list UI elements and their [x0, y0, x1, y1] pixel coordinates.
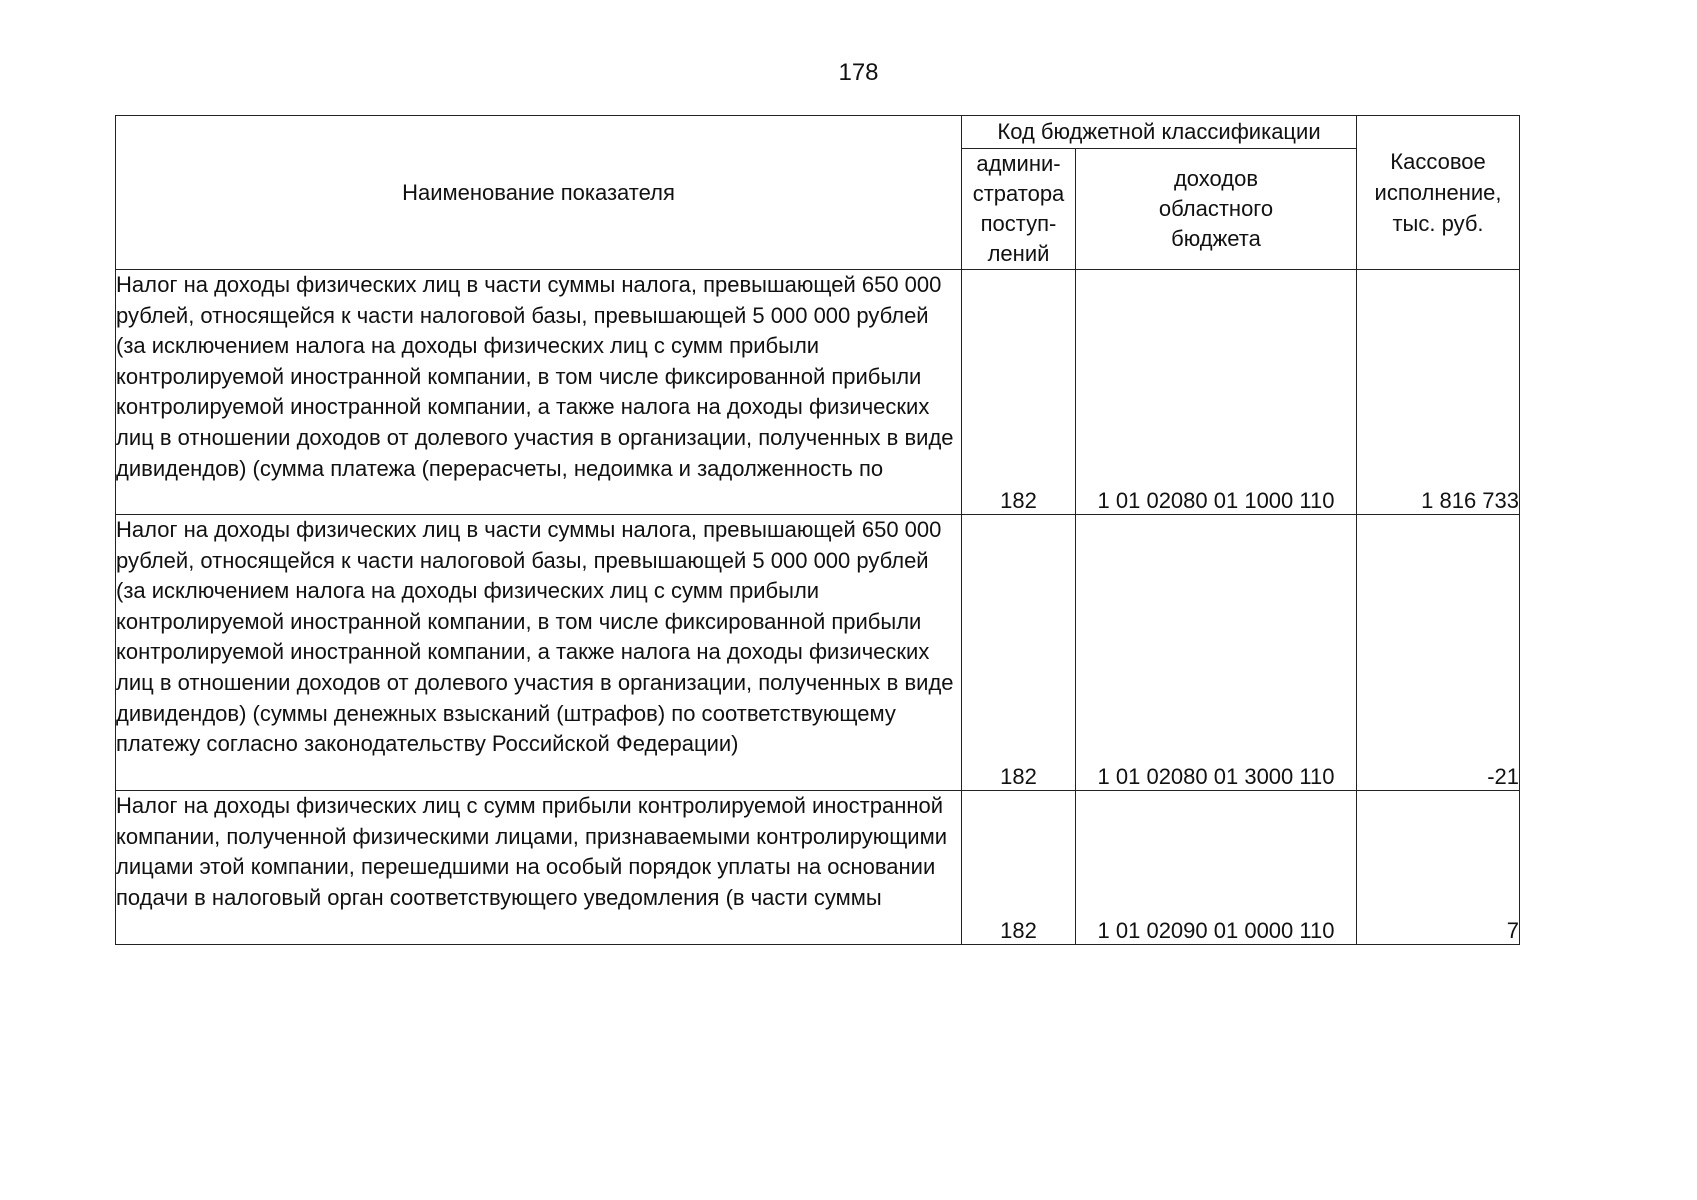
header-cash-execution	[1357, 116, 1520, 270]
header-label-line: бюджета	[1171, 226, 1261, 251]
header-admin-code	[962, 149, 1076, 270]
header-label-line: Кассовое	[1390, 149, 1486, 174]
header-label-line: стратора	[972, 181, 1065, 206]
table-row	[116, 515, 1520, 791]
header-label-line: доходов	[1173, 166, 1259, 191]
row-amount: 7	[1357, 791, 1520, 945]
row-income-code: 1 01 02080 01 3000 110	[1076, 515, 1357, 791]
row-indicator-name	[116, 515, 962, 791]
row-indicator-text: Налог на доходы физических лиц в части суммы налога, превышающей 650 000 рублей, относящейся к части налоговой базы, превышающей 5 000 000 рублей (за исключением налога на доходы физических лиц с сумм прибыли контролируемой иностранной компании, в том числе фиксированной прибыли контролируемой иностранной компании, а также налога на доходы физических лиц в отношении доходов от долевого участия в организации, полученных в виде дивидендов) (сумма платежа (перерасчеты, недоимка и задолженность по	[116, 272, 954, 481]
row-amount: -21	[1357, 515, 1520, 791]
header-indicator-name: Наименование показателя	[116, 116, 962, 270]
header-label-line: тыс. руб.	[1392, 211, 1484, 236]
header-cash-execution-label	[1357, 146, 1519, 239]
row-indicator-name	[116, 270, 962, 515]
row-indicator-text: Налог на доходы физических лиц в части суммы налога, превышающей 650 000 рублей, относящейся к части налоговой базы, превышающей 5 000 000 рублей (за исключением налога на доходы физических лиц с сумм прибыли контролируемой иностранной компании, в том числе фиксированной прибыли контролируемой иностранной компании, а также налога на доходы физических лиц в отношении доходов от долевого участия в организации, полученных в виде дивидендов) (суммы денежных взысканий (штрафов) по соответствующему платежу согласно законодательству Российской Федерации)	[116, 517, 954, 757]
table-row	[116, 791, 1520, 945]
row-admin-code: 182	[962, 515, 1076, 791]
header-income-code	[1076, 149, 1357, 270]
row-amount: 1 816 733	[1357, 270, 1520, 515]
header-label-line: исполнение,	[1374, 180, 1502, 205]
header-label-line: админи-	[976, 151, 1061, 176]
header-admin-code-label	[962, 149, 1075, 269]
header-label-line: областного	[1158, 196, 1274, 221]
table-row	[116, 270, 1520, 515]
header-income-code-label	[1076, 164, 1356, 254]
row-indicator-text: Налог на доходы физических лиц с сумм прибыли контролируемой иностранной компании, полученной физическими лицами, признаваемыми контролирующими лицами этой компании, перешедшими на особый порядок уплаты на основании подачи в налоговый орган соответствующего уведомления (в части суммы	[116, 793, 947, 910]
row-admin-code: 182	[962, 270, 1076, 515]
header-classification-code: Код бюджетной классификации	[962, 116, 1357, 149]
row-income-code: 1 01 02080 01 1000 110	[1076, 270, 1357, 515]
page-number: 178	[838, 59, 879, 86]
row-admin-code: 182	[962, 791, 1076, 945]
budget-classification-table	[115, 115, 1520, 945]
header-label-line: лений	[987, 241, 1050, 266]
row-income-code: 1 01 02090 01 0000 110	[1076, 791, 1357, 945]
header-label-line: поступ-	[980, 211, 1057, 236]
row-indicator-name	[116, 791, 962, 945]
